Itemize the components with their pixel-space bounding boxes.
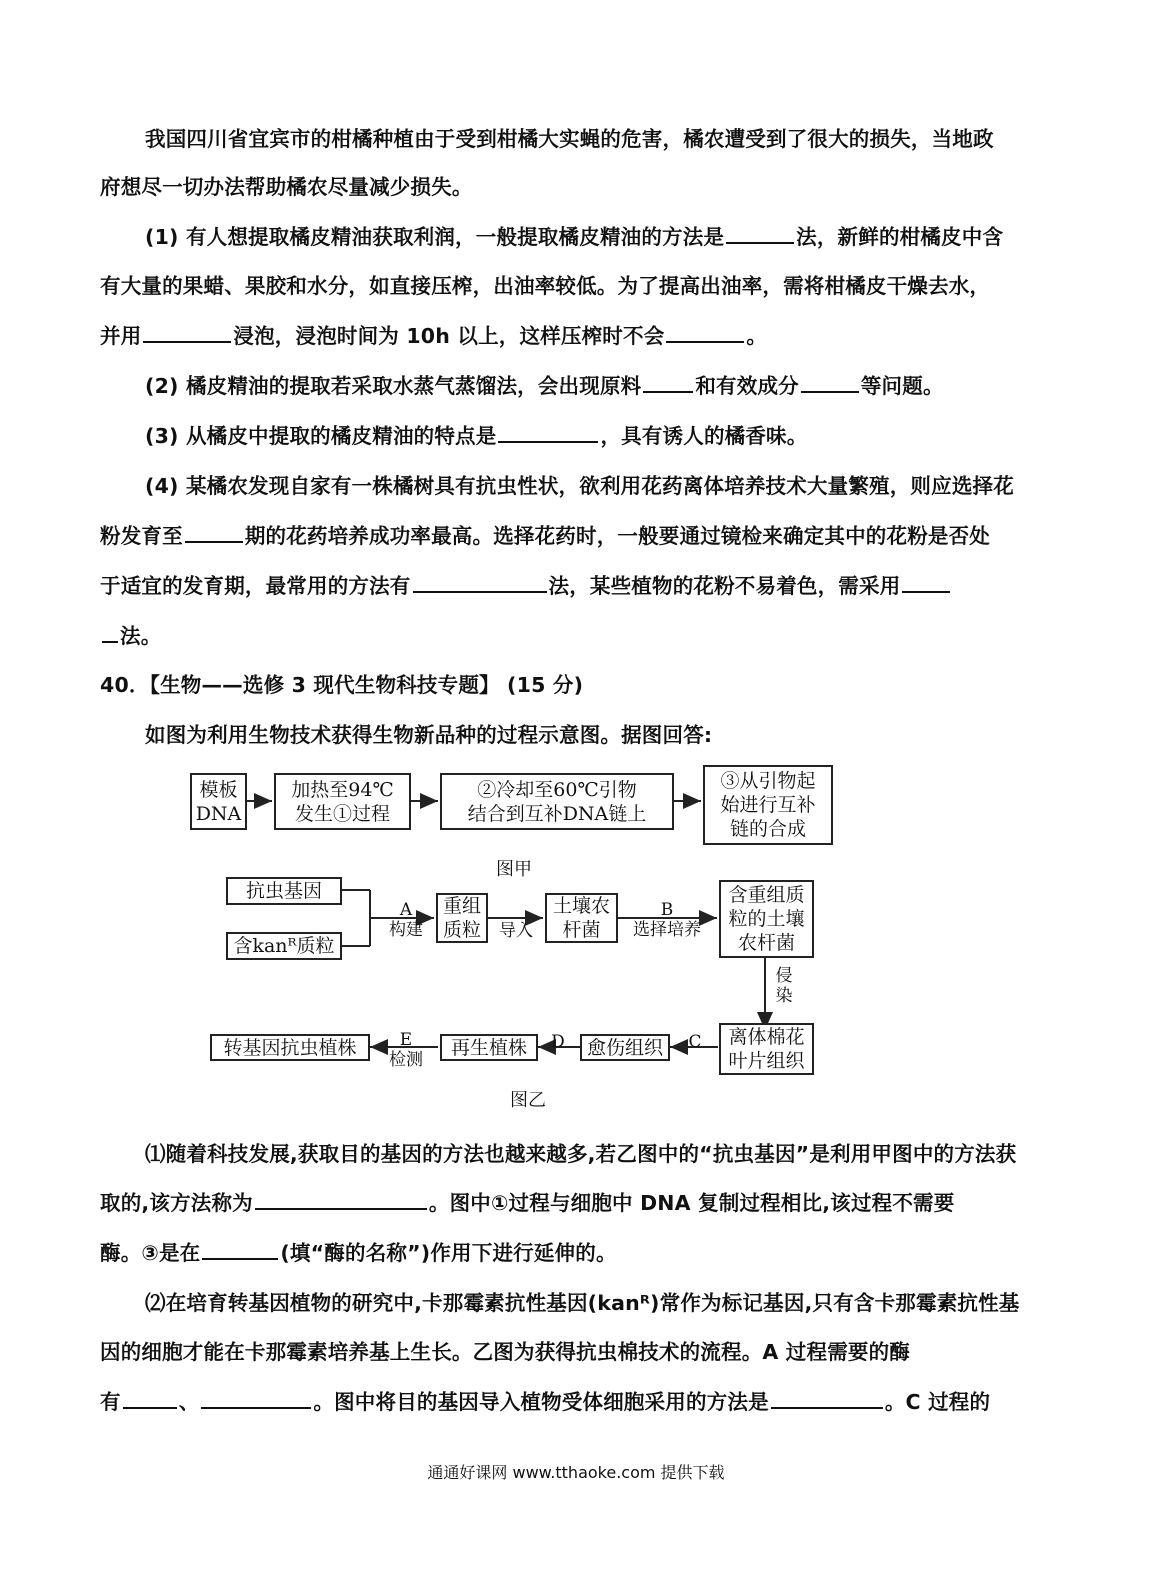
intro-line-2: 府想尽一切办法帮助橘农尽量减少损失。 bbox=[100, 175, 473, 199]
q2-line: (2) 橘皮精油的提取若采取水蒸气蒸馏法，会出现原料 和有效成分 等问题。 bbox=[145, 374, 944, 398]
q40-intro: 如图为利用生物技术获得生物新品种的过程示意图。据图回答: bbox=[145, 723, 713, 747]
q4-line-2: 粉发育至 期的花药培养成功率最高。选择花药时，一般要通过镜检来确定其中的花粉是否处 bbox=[100, 524, 991, 548]
box-cooling: ②冷却至60℃引物 结合到互补DNA链上 bbox=[440, 773, 674, 830]
box-leaf-tissue: 离体棉花 叶片组织 bbox=[719, 1023, 814, 1075]
label-E: E 检测 bbox=[389, 1030, 423, 1070]
answer-blank bbox=[255, 1190, 427, 1210]
label-B: B 选择培养 bbox=[633, 900, 701, 940]
answer-blank bbox=[201, 1389, 311, 1409]
label-C: C bbox=[688, 1032, 702, 1052]
box-recombinant-plasmid: 重组 质粒 bbox=[436, 893, 488, 943]
box-insect-gene: 抗虫基因 bbox=[226, 877, 342, 905]
label-infect: 侵 染 bbox=[775, 966, 793, 1006]
label-A: A 构建 bbox=[389, 900, 423, 940]
label-import: 导入 bbox=[499, 921, 533, 941]
box-heating: 加热至94℃ 发生①过程 bbox=[274, 773, 411, 830]
box-callus: 愈伤组织 bbox=[580, 1034, 670, 1061]
box-transgenic-plant: 转基因抗虫植株 bbox=[210, 1034, 370, 1061]
s2-line-3: 有 、 。图中将目的基因导入植物受体细胞采用的方法是 。C 过程的 bbox=[100, 1390, 991, 1414]
caption-yi: 图乙 bbox=[510, 1090, 546, 1111]
box-template-dna: 模板 DNA bbox=[190, 773, 247, 830]
q4-line-1: (4) 某橘农发现自家有一株橘树具有抗虫性状，欲利用花药离体培养技术大量繁殖，则应选择花 bbox=[145, 474, 1014, 498]
intro-line-1: 我国四川省宜宾市的柑橘种植由于受到柑橘大实蝇的危害，橘农遭受到了很大的损失，当地政 bbox=[145, 127, 994, 151]
label-D: D bbox=[551, 1032, 565, 1052]
s1-line-2: 取的,该方法称为 。图中①过程与细胞中 DNA 复制过程相比,该过程不需要 bbox=[100, 1191, 955, 1215]
box-regenerated-plant: 再生植株 bbox=[440, 1034, 538, 1061]
footer-source: 通通好课网 www.tthaoke.com 提供下载 bbox=[427, 1463, 725, 1482]
answer-blank bbox=[771, 1389, 883, 1409]
q1-line-3: 并用 浸泡，浸泡时间为 10h 以上，这样压榨时不会 。 bbox=[100, 324, 768, 348]
s1-line-1: ⑴随着科技发展,获取目的基因的方法也越来越多,若乙图中的“抗虫基因”是利用甲图中的方法获 bbox=[145, 1142, 1017, 1166]
s2-line-1: ⑵在培育转基因植物的研究中,卡那霉素抗性基因(kanᴿ)常作为标记基因,只有含卡那霉素抗性基 bbox=[145, 1291, 1020, 1315]
caption-jia: 图甲 bbox=[496, 859, 532, 880]
q1-line-1: (1) 有人想提取橘皮精油获取利润，一般提取橘皮精油的方法是 法，新鲜的柑橘皮中含 bbox=[145, 225, 1004, 249]
box-extension: ③从引物起 始进行互补 链的合成 bbox=[703, 765, 833, 845]
q1-line-2: 有大量的果蜡、果胶和水分，如直接压榨，出油率较低。为了提高出油率，需将柑橘皮干燥去水， bbox=[100, 274, 991, 298]
q40-title: 40．【生物——选修 3 现代生物科技专题】 (15 分) bbox=[100, 673, 584, 697]
s2-line-2: 因的细胞才能在卡那霉素培养基上生长。乙图为获得抗虫棉技术的流程。A 过程需要的酶 bbox=[100, 1340, 910, 1364]
answer-blank bbox=[123, 1389, 177, 1409]
box-agrobacterium: 土壤农 杆菌 bbox=[545, 893, 618, 943]
s1-line-3: 酶。③是在 (填“酶的名称”)作用下进行延伸的。 bbox=[100, 1241, 617, 1265]
answer-blank bbox=[202, 1240, 278, 1260]
box-agro-recombinant: 含重组质 粒的土壤 农杆菌 bbox=[719, 880, 814, 958]
q4-line-4: 法。 bbox=[100, 619, 161, 649]
q3-line: (3) 从橘皮中提取的橘皮精油的特点是 ，具有诱人的橘香味。 bbox=[145, 424, 808, 448]
q4-line-3: 于适宜的发育期，最常用的方法有 法，某些植物的花粉不易着色，需采用 bbox=[100, 569, 952, 599]
box-plasmid: 含kanᴿ质粒 bbox=[226, 932, 342, 960]
